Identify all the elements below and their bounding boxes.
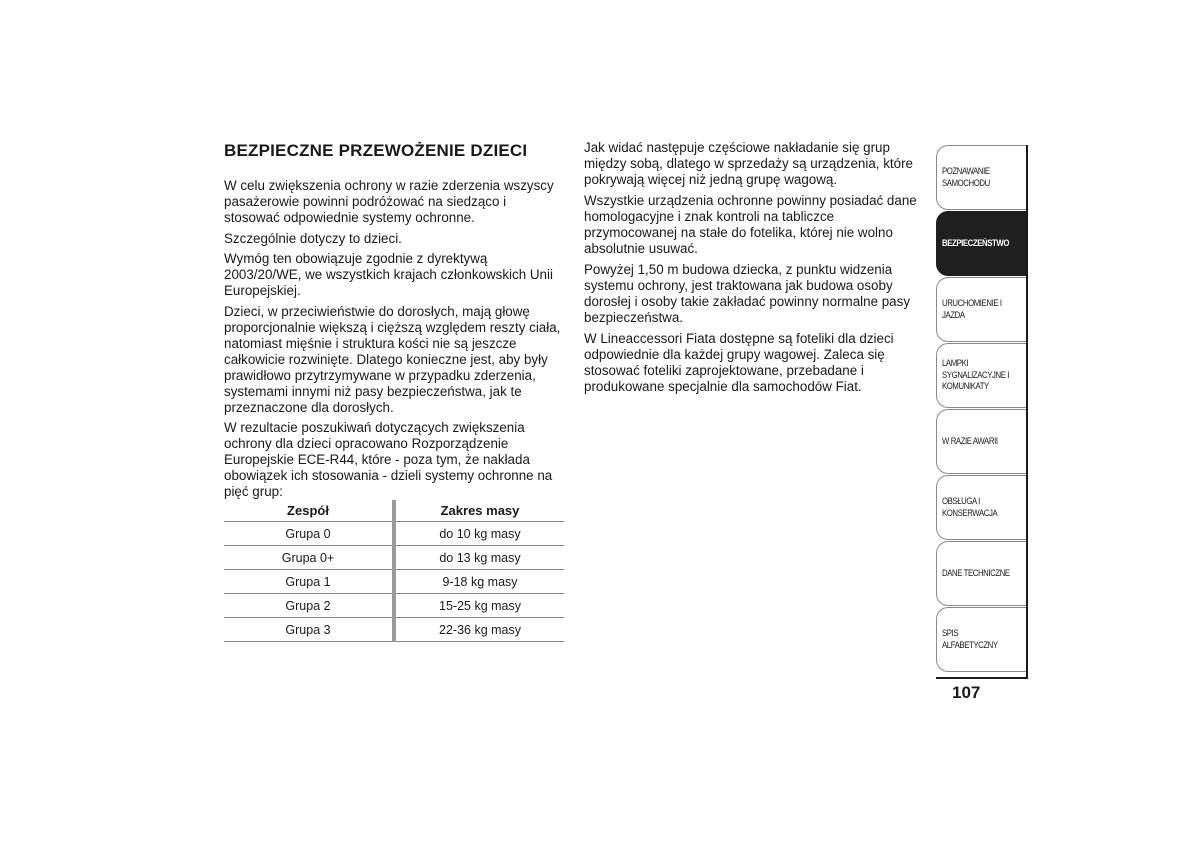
paragraph: Dzieci, w przeciwieństwie do dorosłych, mają głowę proporcjonalnie większą i cięższą względem reszty ciała, natomiast mięśnie i struktura kości nie są jeszcze całkowicie rozwinięte. Dlatego konieczne jest, aby były prawidłowo przytrzymywane w przypadku zderzenia, systemami innymi niż pasy bezpieczeństwa, jak te przeznaczone dla dorosłych. [224, 303, 561, 415]
mass-range-cell: 9-18 kg masy [394, 570, 564, 594]
mass-range-cell: do 10 kg masy [394, 522, 564, 546]
group-cell: Grupa 1 [224, 570, 394, 594]
tab-label: OBSŁUGA I KONSERWACJA [942, 496, 998, 519]
group-cell: Grupa 3 [224, 618, 394, 642]
chapter-tabs [936, 145, 1028, 673]
table-header-row [224, 500, 564, 522]
tab-label: POZNAWANIE SAMOCHODU [942, 166, 990, 189]
table-row [224, 618, 564, 642]
mass-range-cell: 22-36 kg masy [394, 618, 564, 642]
tab-lampki-sygnalizacyjne[interactable] [936, 343, 1028, 408]
tab-dane-techniczne[interactable] [936, 541, 1028, 606]
tab-label: SPIS ALFABETYCZNY [942, 628, 998, 651]
section-title: BEZPIECZNE PRZEWOŻENIE DZIECI [224, 141, 528, 160]
table-row [224, 570, 564, 594]
paragraph: Powyżej 1,50 m budowa dziecka, z punktu widzenia systemu ochrony, jest traktowana jak budowa osoby dorosłej i osoby takie zakładać powinny normalne pasy bezpieczeństwa. [584, 262, 911, 325]
table-row [224, 594, 564, 618]
tabs-edge-rule [1026, 145, 1028, 678]
paragraph: Jak widać następuje częściowe nakładanie się grup między sobą, dlatego w sprzedaży są urządzenia, które pokrywają więcej niż jedną grupę wagową. [584, 140, 913, 187]
group-cell: Grupa 0+ [224, 546, 394, 570]
left-column [224, 140, 564, 642]
right-column [584, 140, 924, 400]
tab-label: DANE TECHNICZNE [942, 567, 1010, 579]
tab-w-razie-awarii[interactable] [936, 409, 1028, 474]
paragraph: W Lineaccessori Fiata dostępne są foteliki dla dzieci odpowiednie dla każdej grupy wagowej. Zaleca się stosować foteliki zaprojektowane, przebadane i produkowane specjalnie dla samochodów Fiat. [584, 331, 894, 394]
paragraph: W rezultacie poszukiwań dotyczących zwiększenia ochrony dla dzieci opracowano Rozporządzenie Europejskie ECE-R44, które - poza tym, że nakłada obowiązek ich stosowania - dzieli systemy ochronne na pięć grup: [224, 420, 553, 499]
tab-obsluga-i-konserwacja[interactable] [936, 475, 1028, 540]
group-cell: Grupa 0 [224, 522, 394, 546]
tab-label: LAMPKI SYGNALIZACYJNE I KOMUNIKATY [942, 358, 1010, 393]
mass-range-cell: 15-25 kg masy [394, 594, 564, 618]
tab-label: W RAZIE AWARII [942, 435, 998, 447]
paragraph: Wymóg ten obowiązuje zgodnie z dyrektywą 2003/20/WE, we wszystkich krajach członkowskich Unii Europejskiej. [224, 251, 553, 298]
page-number-rule [936, 677, 1028, 679]
table-row [224, 522, 564, 546]
group-cell: Grupa 2 [224, 594, 394, 618]
tab-label: BEZPIECZEŃSTWO [942, 237, 1009, 249]
tab-bezpieczenstwo[interactable] [936, 211, 1028, 276]
table-row [224, 546, 564, 570]
tab-label: URUCHOMIENIE I JAZDA [942, 298, 1002, 321]
tab-uruchomienie-i-jazda[interactable] [936, 277, 1028, 342]
tab-spis-alfabetyczny[interactable] [936, 607, 1028, 672]
column-header-mass-range: Zakres masy [440, 503, 520, 518]
paragraph: W celu zwiększenia ochrony w razie zderzenia wszyscy pasażerowie powinni podróżować na siedząco i stosować odpowiednie systemy ochronne. [224, 178, 554, 225]
mass-range-cell: do 13 kg masy [394, 546, 564, 570]
paragraph: Wszystkie urządzenia ochronne powinny posiadać dane homologacyjne i znak kontroli na tabliczce przymocowanej na stałe do fotelika, której nie wolno absolutnie usuwać. [584, 193, 917, 256]
child-seat-groups-table [224, 500, 564, 642]
paragraph: Szczególnie dotyczy to dzieci. [224, 230, 402, 246]
tab-poznawanie-samochodu[interactable] [936, 145, 1028, 210]
page-number: 107 [952, 683, 981, 702]
column-header-group: Zespół [224, 500, 394, 522]
